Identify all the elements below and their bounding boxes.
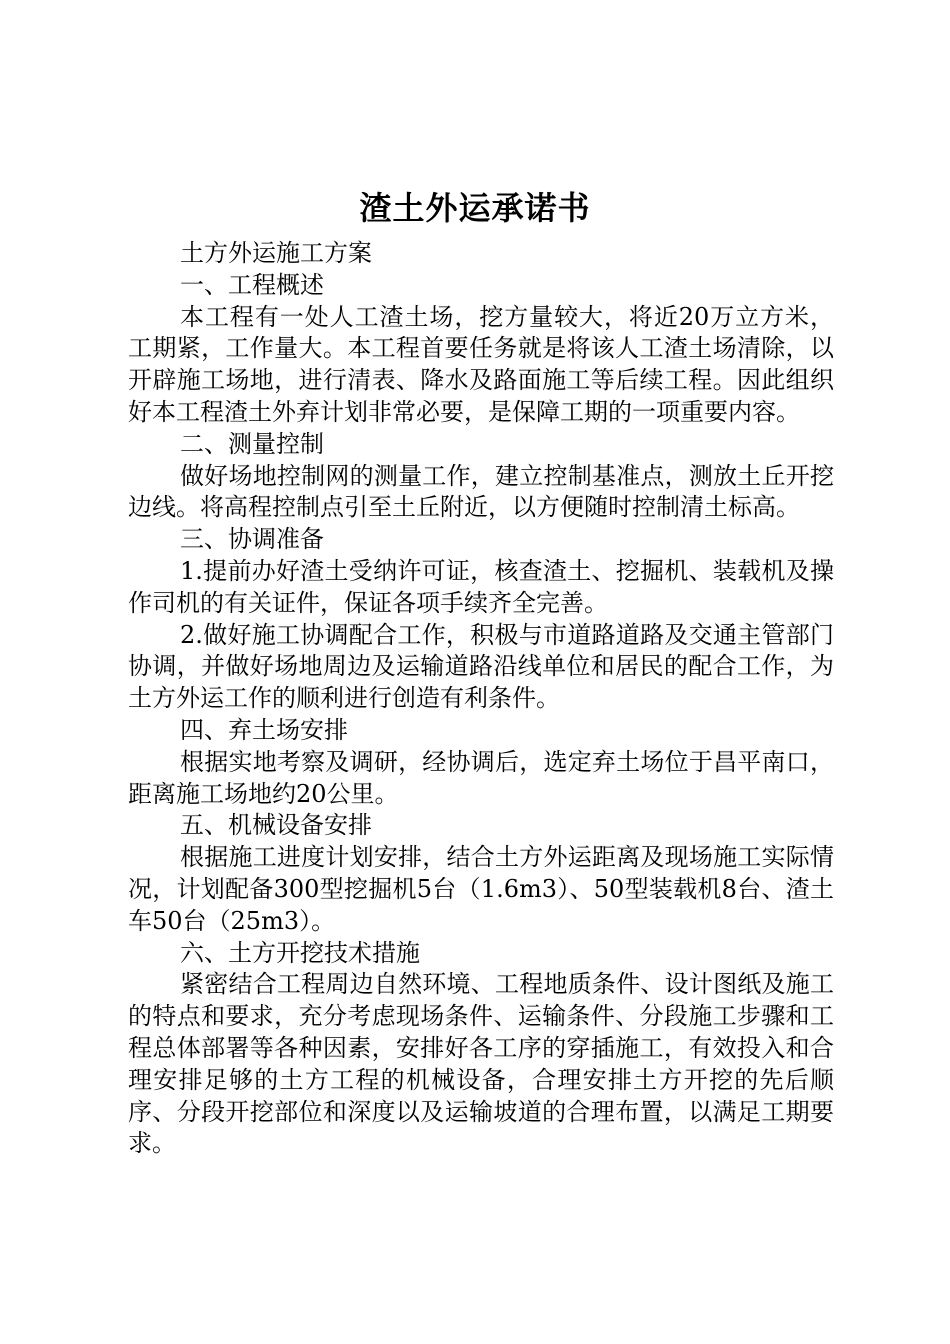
section-heading: 土方外运施工方案 bbox=[180, 239, 372, 267]
paragraph: 紧密结合工程周边自然环境、工程地质条件、设计图纸及施工的特点和要求，充分考虑现场条件、运输条件、分段施工步骤和工程总体部署等各种因素，安排好各工序的穿插施工，有效投入和合理安排足够的土方工程的机械设备，合理安排土方开挖的先后顺序、分段开挖部位和深度以及运输坡道的合理布置，以满足工期要求。 bbox=[128, 970, 834, 1158]
paragraph: 根据实地考察及调研，经协调后，选定弃土场位于昌平南口，距离施工场地约20公里。 bbox=[128, 747, 834, 808]
paragraph: 1.提前办好渣土受纳许可证，核查渣土、挖掘机、装载机及操作司机的有关证件，保证各项手续齐全完善。 bbox=[128, 556, 834, 617]
paragraph: 本工程有一处人工渣土场，挖方量较大，将近20万立方米，工期紧，工作量大。本工程首要任务就是将该人工渣土场清除，以开辟施工场地，进行清表、降水及路面施工等后续工程。因此组织好本工程渣土外弃计划非常必要，是保障工期的一项重要内容。 bbox=[128, 302, 834, 426]
section-heading: 五、机械设备安排 bbox=[180, 811, 372, 840]
section-heading: 四、弃土场安排 bbox=[180, 715, 348, 744]
section-heading: 二、测量控制 bbox=[180, 429, 324, 458]
document-title: 渣土外运承诺书 bbox=[359, 189, 591, 227]
paragraph: 2.做好施工协调配合工作，积极与市道路道路及交通主管部门协调，并做好场地周边及运输道路沿线单位和居民的配合工作，为土方外运工作的顺利进行创造有利条件。 bbox=[128, 620, 834, 713]
document-body bbox=[128, 238, 834, 1160]
paragraph: 做好场地控制网的测量工作，建立控制基准点，测放土丘开挖边线。将高程控制点引至土丘附近，以方便随时控制清土标高。 bbox=[128, 461, 834, 522]
section-heading: 三、协调准备 bbox=[180, 525, 324, 554]
paragraph: 根据施工进度计划安排，结合土方外运距离及现场施工实际情况，计划配备300型挖掘机5台（1.6m3）、50型装载机8台、渣土车50台（25m3）。 bbox=[128, 843, 834, 935]
section-heading: 六、土方开挖技术措施 bbox=[180, 938, 420, 967]
section-heading: 一、工程概述 bbox=[180, 270, 324, 299]
